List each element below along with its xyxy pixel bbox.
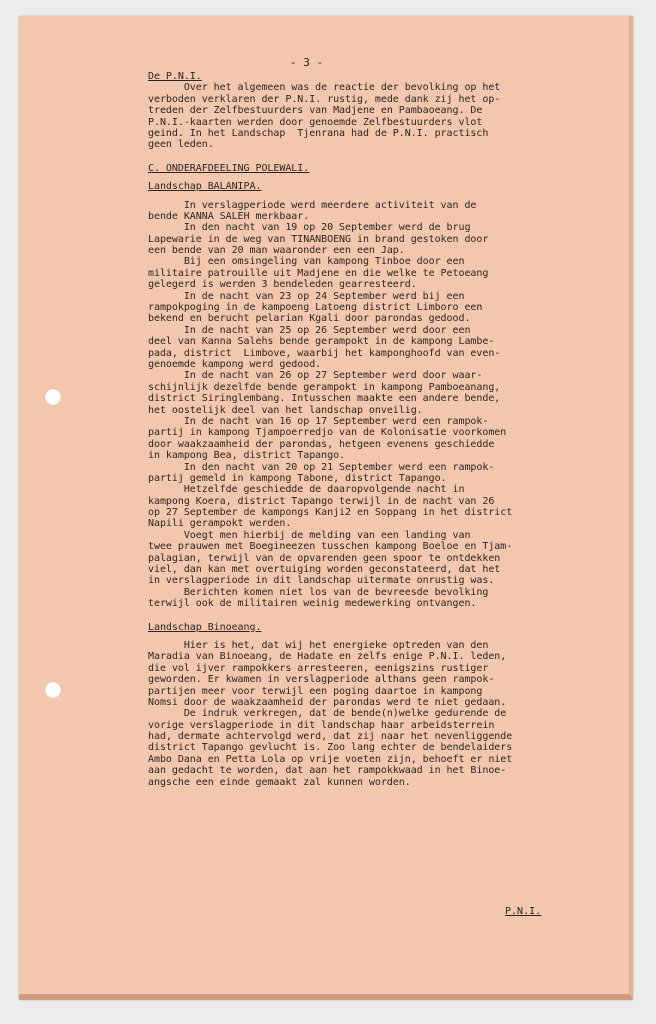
paragraph-line: kampong Koera, district Tapango terwijl in de nacht van 26 <box>148 495 495 507</box>
punch-hole-top <box>45 389 61 405</box>
spacer <box>148 151 598 163</box>
paragraph-line: In de nacht van 16 op 17 September werd een rampok- <box>148 415 489 427</box>
spacer <box>148 174 598 181</box>
paragraph-line: De indruk verkregen, dat de bende(n)welke gedurende de <box>148 708 507 720</box>
paragraph-line: pada, district Limbove, waarbij het kamponghoofd van even- <box>148 347 501 359</box>
paragraph-line: Berichten komen niet los van de bevreesde bevolking <box>148 586 489 598</box>
paragraph-line: schijnlijk dezelfde bende gerampokt in kampong Pamboeanang, <box>148 381 501 393</box>
paragraph-line: Napili gerampokt werden. <box>148 518 292 530</box>
spacer <box>148 193 598 200</box>
paragraph-line: Lapewarie in de weg van TINANBOENG in brand gestoken door <box>148 233 489 245</box>
paragraph-line: op 27 September de kampongs Kanji2 en Soppang in het district <box>148 507 513 519</box>
paragraph-line: Nomsi door de waakzaamheid der parondas werd te niet gedaan. <box>148 696 507 708</box>
spacer <box>148 52 598 64</box>
paragraph-line: bende KANNA SALEH merkbaar. <box>148 210 310 222</box>
paragraph-line: In de nacht van 26 op 27 September werd door waar- <box>148 370 483 382</box>
punch-hole-bottom <box>45 682 61 698</box>
paragraph-line: geen leden. <box>148 139 214 151</box>
paragraph-line: aan gedacht te worden, dat aan het rampokkwaad in het Binoe- <box>148 765 507 777</box>
paragraph-line: gelegerd is werden 3 bendeleden gearresteerd. <box>148 279 417 291</box>
paragraph-line: door waakzaamheid der parondas, hetgeen evenens geschiedde <box>148 438 495 450</box>
paragraph-line: partij gemeld in kampong Tabone, district Tapango. <box>148 472 447 484</box>
paragraph-line: genoemde kampong werd gedood. <box>148 358 322 370</box>
section-subheading: Landschap BALANIPA. <box>148 181 262 193</box>
paragraph-line: Hier is het, dat wij het energieke optreden van den <box>148 639 489 651</box>
paragraph-line: verboden verklaren der P.N.I. rustig, mede dank zij het op- <box>148 93 501 105</box>
paragraph-line: district Tapango gevlucht is. Zoo lang echter de bendelaiders <box>148 742 513 754</box>
paragraph-line: angsche een einde gemaakt zal kunnen worden. <box>148 776 411 788</box>
paragraph-line: die vol ijver rampokkers arresteeren, eenigszins rustiger <box>148 662 489 674</box>
paragraph-line: treden der Zelfbestuurders van Madjene en Pambaoeang. De <box>148 105 483 117</box>
paragraph-line: Ambo Dana en Petta Lola op vrije voeten zijn, behoeft er niet <box>148 753 513 765</box>
paragraph-line: Over het algemeen was de reactie der bevolking op het <box>148 82 501 94</box>
paragraph-line: militaire patrouille uit Madjene en die welke te Petoeang <box>148 267 489 279</box>
paragraph-line: In de nacht van 25 op 26 September werd door een <box>148 324 471 336</box>
paragraph-line: In den nacht van 20 op 21 September werd een rampok- <box>148 461 495 473</box>
paragraph-line: in verslagperiode in dit landschap uitermate onrustig was. <box>148 575 495 587</box>
document-body <box>148 52 598 788</box>
paragraph-line: Bij een omsingeling van kampong Tinboe door een <box>148 256 465 268</box>
paragraph-line: een bende van 20 man waaronder een een Jap. <box>148 245 405 257</box>
page-number: - 3 - <box>290 56 324 69</box>
section-heading: C. ONDERAFDEELING POLEWALI. <box>148 162 310 174</box>
paragraph-line: Maradia van Binoeang, de Hadate en zelfs enige P.N.I. leden, <box>148 651 507 663</box>
paragraph-line: bekend en berucht pelarian Kgali door parondas gedood. <box>148 313 471 325</box>
paragraph-line: palagian, terwijl van de opvarenden geen spoor te ontdekken <box>148 552 501 564</box>
paragraph-line: partijen meer voor terwijl een poging daartoe in kampong <box>148 685 483 697</box>
spacer <box>148 633 598 640</box>
paragraph-line: viel, dan kan met overtuiging worden geconstateerd, dat het <box>148 564 501 576</box>
paragraph-line: P.N.I.-kaarten werden door genoemde Zelfbestuurders vlot <box>148 116 483 128</box>
section-heading: De P.N.I. <box>148 71 202 82</box>
spacer <box>148 64 598 71</box>
paragraph-line: In den nacht van 19 op 20 September werd de brug <box>148 222 471 234</box>
paragraph-line: geind. In het Landschap Tjenrana had de P.N.I. practisch <box>148 127 489 139</box>
section-heading: Landschap Binoeang. <box>148 621 262 633</box>
signature-initials: P.N.I. <box>505 906 542 917</box>
paragraph-line: In de nacht van 23 op 24 September werd bij een <box>148 290 465 302</box>
paragraph-line: geworden. Er kwamen in verslagperiode althans geen rampok- <box>148 674 495 686</box>
paragraph-line: In verslagperiode werd meerdere activiteit van de <box>148 199 477 211</box>
paragraph-line: terwijl ook de militairen weinig medewerking ontvangen. <box>148 598 477 610</box>
paragraph-line: Hetzelfde geschiedde de daaropvolgende nacht in <box>148 484 465 496</box>
paragraph-line: twee prauwen met Boegineezen tusschen kampong Boeloe en Tjam- <box>148 541 513 553</box>
spacer <box>148 610 598 622</box>
paragraph-line: het oostelijk deel van het landschap onveilig. <box>148 404 423 416</box>
paragraph-line: district Siringlembang. Intusschen maakte een andere bende, <box>148 393 501 405</box>
paragraph-line: rampokpoging in de kampoeng Latoeng district Limboro een <box>148 302 483 314</box>
paragraph-line: in kampong Bea, district Tapango. <box>148 450 346 462</box>
paragraph-line: partij in kampong Tjampoerredjo van de Kolonisatie voorkomen <box>148 427 507 439</box>
paragraph-line: Voegt men hierbij de melding van een landing van <box>148 529 471 541</box>
paragraph-line: deel van Kanna Salehs bende gerampokt in de kampong Lambe- <box>148 336 495 348</box>
paragraph-line: vorige verslagperiode in dit landschap haar arbeidsterrein <box>148 719 495 731</box>
paragraph-line: had, dermate achtervolgd werd, dat zij naar het nevenliggende <box>148 731 513 743</box>
